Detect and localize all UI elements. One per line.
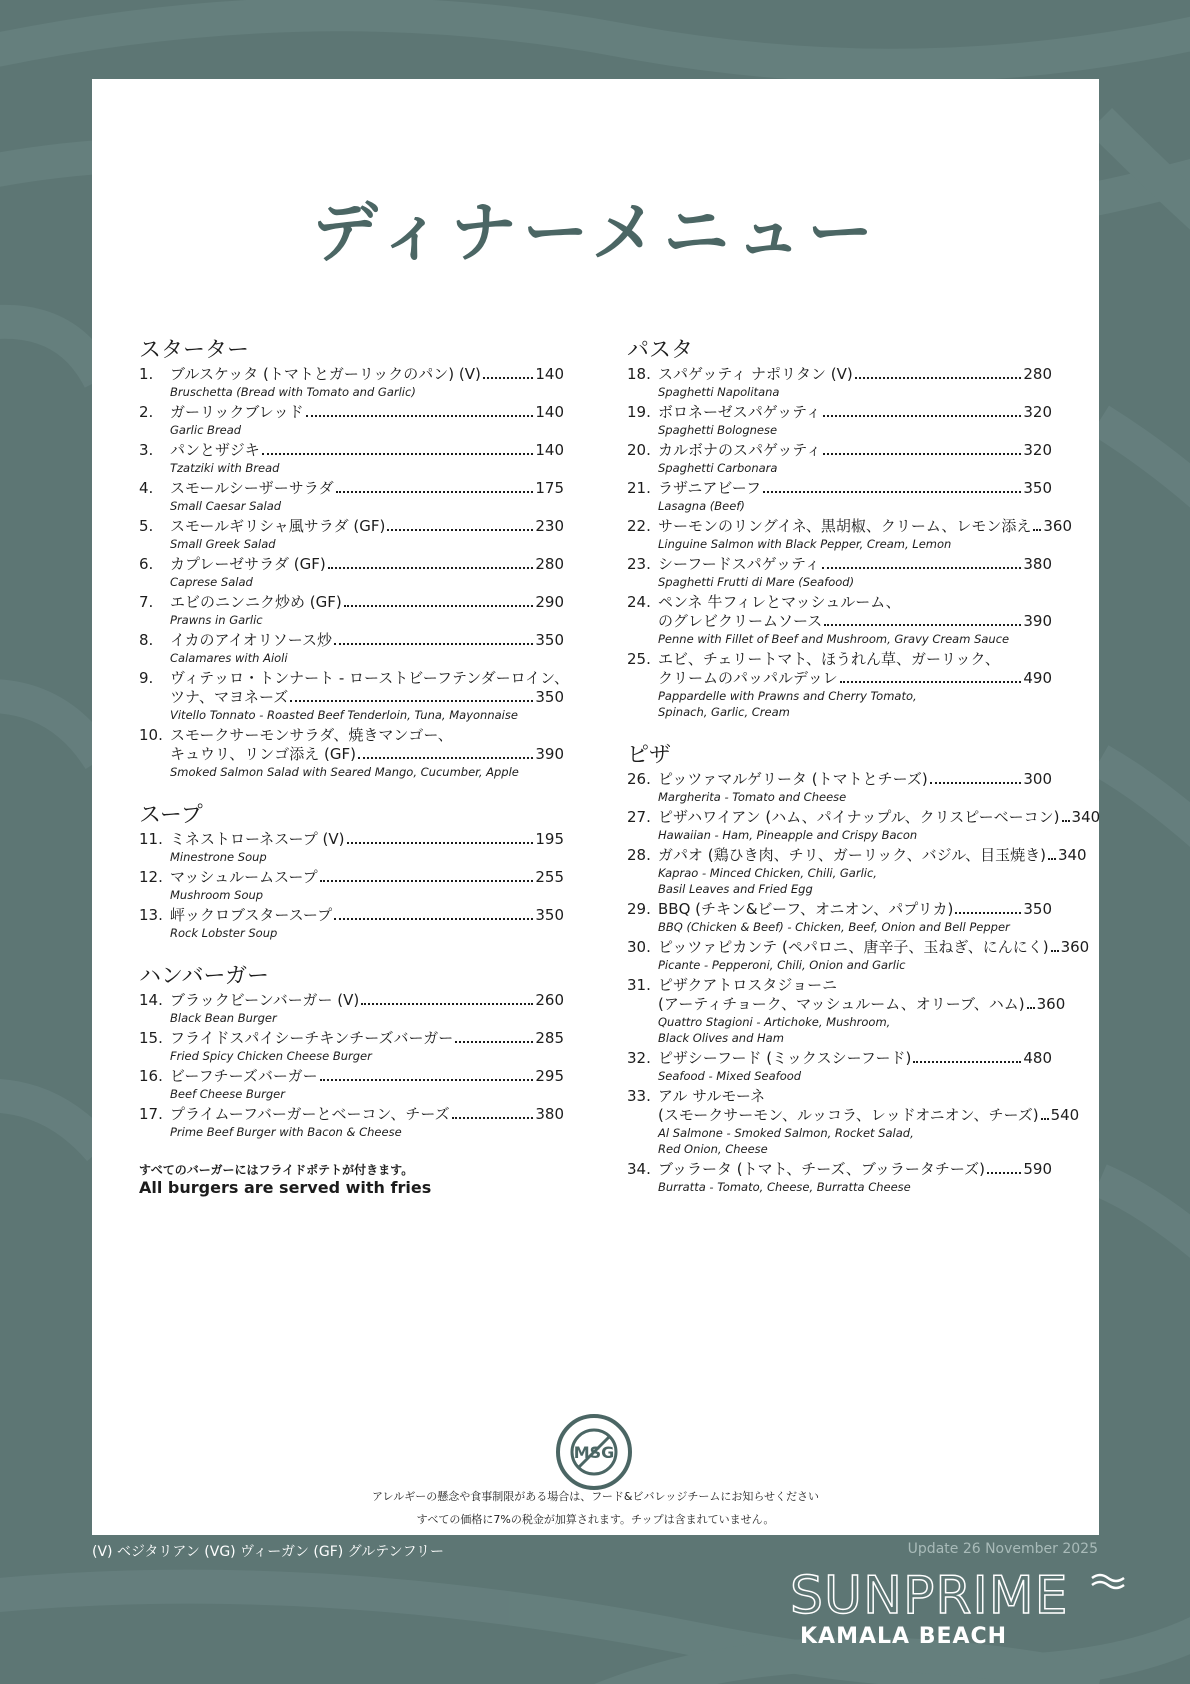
item-name-line [170, 830, 564, 849]
item-name-line [658, 1049, 1052, 1068]
menu-section [627, 742, 1101, 1195]
dot-leader [262, 453, 534, 455]
item-english-name: Mushroom Soup [170, 888, 264, 902]
item-english-name: Vitello Tonnato - Roasted Beef Tenderloin, Tuna, Mayonnaise [170, 708, 518, 722]
item-price: 255 [535, 868, 564, 886]
item-price: 230 [535, 517, 564, 535]
item-name: ガーリックブレッド [170, 403, 304, 421]
dot-leader [930, 782, 1022, 784]
item-name-line [658, 976, 1052, 995]
item-price: 480 [1023, 1049, 1052, 1067]
menu-item [139, 555, 564, 590]
dot-leader [334, 918, 533, 920]
item-english-name: Calamares with Aioli [170, 651, 288, 665]
item-price: 350 [1023, 479, 1052, 497]
right-column [627, 337, 1101, 1217]
menu-item [627, 403, 1052, 438]
menu-item [139, 631, 564, 666]
item-name-line [658, 365, 1052, 384]
item-number: 29. [627, 900, 651, 918]
item-number: 25. [627, 650, 651, 668]
dot-leader [763, 491, 1021, 493]
item-name-line [170, 1029, 564, 1048]
item-english-name: Spaghetti Bolognese [658, 423, 778, 437]
menu-item [139, 1067, 564, 1102]
item-name-line [170, 365, 564, 384]
item-price: 195 [535, 830, 564, 848]
item-name: ヴィテッロ・トンナート - ローストビーフテンダーロイン、 [170, 669, 569, 687]
menu-item [139, 906, 564, 941]
item-number: 20. [627, 441, 651, 459]
item-name-line [658, 1106, 1080, 1125]
dot-leader [452, 1117, 534, 1119]
dot-leader [822, 567, 1022, 569]
item-price: 140 [535, 403, 564, 421]
item-english-name: Seafood - Mixed Seafood [658, 1069, 802, 1083]
dot-leader [336, 491, 534, 493]
item-price: 350 [535, 906, 564, 924]
item-name-line [170, 906, 564, 925]
item-name: ビーフチーズバーガー [170, 1067, 318, 1085]
item-english-name: Small Greek Salad [170, 537, 276, 551]
item-name: カルボナのスパゲッティ [658, 441, 822, 459]
menu-sheet [92, 79, 1099, 1535]
item-name: ツナ、マヨネーズ [170, 688, 289, 706]
item-price: 340 [1071, 808, 1101, 826]
menu-item [627, 846, 1087, 897]
item-number: 16. [139, 1067, 163, 1085]
menu-item [627, 938, 1090, 973]
item-price: 590 [1023, 1160, 1052, 1178]
menu-item [139, 669, 569, 723]
item-english-name: Beef Cheese Burger [170, 1087, 285, 1101]
item-number: 8. [139, 631, 154, 649]
item-english-name: Smoked Salmon Salad with Seared Mango, Cucumber, Apple [170, 765, 519, 779]
menu-item [139, 403, 564, 438]
item-name-line [658, 938, 1090, 957]
menu-item [627, 900, 1052, 935]
item-english-name: Basil Leaves and Fried Egg [658, 882, 813, 896]
menu-item [627, 479, 1052, 514]
item-name-line [170, 745, 564, 764]
item-english-name: Quattro Stagioni - Artichoke, Mushroom, [658, 1015, 891, 1029]
item-english-name: Al Salmone - Smoked Salmon, Rocket Salad, [658, 1126, 914, 1140]
item-number: 11. [139, 830, 163, 848]
item-english-name: Margherita - Tomato and Cheese [658, 790, 847, 804]
item-number: 28. [627, 846, 651, 864]
item-english-name: Burratta - Tomato, Cheese, Burratta Cheese [658, 1180, 911, 1194]
item-name: キュウリ、リンゴ添え (GF) [170, 745, 356, 763]
item-english-name: Spaghetti Carbonara [658, 461, 778, 475]
item-name-line [658, 900, 1052, 919]
item-english-name: Tzatziki with Bread [170, 461, 280, 475]
item-price: 340 [1057, 846, 1087, 864]
item-name: スパゲッティ ナポリタン (V) [658, 365, 853, 383]
item-name-line [170, 868, 564, 887]
item-name: ボロネーゼスパゲッティ [658, 403, 821, 421]
dot-leader [823, 453, 1021, 455]
item-price: 280 [535, 555, 564, 573]
dot-leader [1048, 858, 1056, 860]
menu-item [627, 808, 1101, 843]
item-name: ピッツァマルゲリータ (トマトとチーズ) [658, 770, 928, 788]
menu-item [139, 479, 564, 514]
brand-location: KAMALA BEACH [800, 1624, 1008, 1649]
item-price: 285 [535, 1029, 564, 1047]
item-price: 350 [1023, 900, 1052, 918]
item-price: 175 [535, 479, 564, 497]
dot-leader [913, 1061, 1021, 1063]
menu-item [627, 1049, 1052, 1084]
item-number: 12. [139, 868, 163, 886]
menu-item [139, 517, 564, 552]
update-date: Update 26 November 2025 [907, 1541, 1098, 1557]
item-name-line [658, 669, 1052, 688]
dot-leader [455, 1041, 533, 1043]
no-msg-badge-icon [554, 1412, 634, 1492]
item-number: 31. [627, 976, 651, 994]
item-name-line [170, 669, 569, 688]
item-name-line [658, 1087, 1052, 1106]
item-english-name: Spaghetti Napolitana [658, 385, 780, 399]
dot-leader [1033, 529, 1041, 531]
item-price: 260 [535, 991, 564, 1009]
item-name: エビ、チェリートマト、ほうれん草、ガーリック、 [658, 650, 1000, 668]
item-name-line [170, 688, 564, 707]
dot-leader [483, 377, 534, 379]
brand-name: SUNPRIME [790, 1566, 1069, 1626]
dot-leader [824, 624, 1021, 626]
item-name-line [658, 555, 1052, 574]
section-heading: スープ [139, 803, 203, 828]
item-name: エビのニンニク炒め (GF) [170, 593, 342, 611]
item-price: 140 [535, 365, 564, 383]
item-name-line [170, 631, 564, 650]
item-english-name: Red Onion, Cheese [658, 1142, 768, 1156]
item-price: 380 [535, 1105, 564, 1123]
item-number: 13. [139, 906, 163, 924]
burger-note-jp: すべてのバーガーにはフライドポテトが付きます。 [139, 1163, 414, 1177]
menu-item [139, 830, 564, 865]
item-english-name: Pappardelle with Prawns and Cherry Tomato, [658, 689, 917, 703]
item-number: 27. [627, 808, 651, 826]
dot-leader [320, 1079, 534, 1081]
item-number: 9. [139, 669, 154, 687]
item-name-line [170, 479, 564, 498]
item-name-line [658, 593, 1052, 612]
left-column [139, 337, 569, 1198]
item-price: 390 [1023, 612, 1052, 630]
item-english-name: Minestrone Soup [170, 850, 267, 864]
item-name: スモークサーモンサラダ、焼きマンゴー、 [170, 726, 453, 744]
menu-item [139, 593, 564, 628]
item-english-name: Black Bean Burger [170, 1011, 277, 1025]
item-price: 290 [535, 593, 564, 611]
item-name-line [658, 1160, 1052, 1179]
item-number: 22. [627, 517, 651, 535]
item-number: 24. [627, 593, 651, 611]
item-name: スモールギリシャ風サラダ (GF) [170, 517, 386, 535]
item-price: 295 [535, 1067, 564, 1085]
item-english-name: Prawns in Garlic [170, 613, 263, 627]
dot-leader [328, 567, 534, 569]
menu-item [627, 976, 1066, 1046]
item-number: 3. [139, 441, 154, 459]
item-price: 390 [535, 745, 564, 763]
item-name: ガパオ (鶏ひき肉、チリ、ガーリック、バジル、目玉焼き) [658, 846, 1046, 864]
dot-leader [1062, 820, 1070, 822]
item-name-line [658, 403, 1052, 422]
menu-section [139, 963, 564, 1140]
item-price: 360 [1036, 995, 1066, 1013]
item-price: 320 [1023, 441, 1052, 459]
dot-leader [361, 1003, 533, 1005]
menu-item [139, 991, 564, 1026]
item-price: 300 [1023, 770, 1052, 788]
item-number: 15. [139, 1029, 163, 1047]
item-name-line [170, 555, 564, 574]
item-price: 360 [1043, 517, 1072, 535]
item-name: ブルスケッタ (トマトとガーリックのパン) (V) [170, 365, 481, 383]
brand-logo [790, 1568, 1130, 1658]
item-price: 140 [535, 441, 564, 459]
item-number: 5. [139, 517, 154, 535]
item-name-line [658, 846, 1087, 865]
item-number: 4. [139, 479, 154, 497]
item-name: (スモークサーモン、ルッコラ、レッドオニオン、チーズ) [658, 1106, 1039, 1124]
item-number: 23. [627, 555, 651, 573]
item-name-line [170, 991, 564, 1010]
menu-item [627, 555, 1052, 590]
item-name: サーモンのリングイネ、黒胡椒、クリーム、レモン添え [658, 517, 1032, 535]
item-name-line [170, 441, 564, 460]
menu-item [139, 1029, 564, 1064]
dot-leader [987, 1172, 1021, 1174]
item-number: 34. [627, 1160, 651, 1178]
item-name-line [658, 612, 1052, 631]
dietary-legend: (V) ベジタリアン (VG) ヴィーガン (GF) グルテンフリー [92, 1544, 445, 1560]
dot-leader [1051, 950, 1059, 952]
item-english-name: Linguine Salmon with Black Pepper, Cream, Lemon [658, 537, 952, 551]
item-number: 2. [139, 403, 154, 421]
item-name: イカのアイオリソース炒 [170, 631, 333, 649]
item-price: 360 [1060, 938, 1090, 956]
item-name-line [170, 1067, 564, 1086]
dot-leader [855, 377, 1022, 379]
item-name: ピザハワイアン (ハム、パイナップル、クリスピーベーコン) [658, 808, 1060, 826]
item-price: 380 [1023, 555, 1052, 573]
item-name: ピッツァピカンテ (ペパロニ、唐辛子、玉ねぎ、にんにく) [658, 938, 1049, 956]
item-number: 17. [139, 1105, 163, 1123]
menu-section [139, 802, 564, 941]
dot-leader [290, 700, 533, 702]
page-title: ディナーメニュー [311, 194, 880, 271]
item-name-line [658, 770, 1052, 789]
item-name: クリームのパッパルデッレ [658, 669, 838, 687]
menu-item [627, 517, 1072, 552]
item-price: 320 [1023, 403, 1052, 421]
menu-item [139, 1105, 564, 1140]
section-heading: ハンバーガー [139, 964, 270, 989]
menu-section [627, 337, 1072, 720]
item-english-name: Spaghetti Frutti di Mare (Seafood) [658, 575, 855, 589]
wave-mark-icon [1090, 1572, 1130, 1592]
item-name: (アーティチョーク、マッシュルーム、オリーブ、ハム) [658, 995, 1025, 1013]
item-number: 6. [139, 555, 154, 573]
item-number: 33. [627, 1087, 651, 1105]
item-name: ピザシーフード (ミックスシーフード) [658, 1049, 912, 1067]
section-heading: スターター [139, 338, 250, 363]
item-english-name: Picante - Pepperoni, Chili, Onion and Garlic [658, 958, 906, 972]
item-name: ラザニアビーフ [658, 479, 762, 497]
item-name: パンとザジキ [170, 441, 260, 459]
menu-item [627, 593, 1052, 647]
menu-item [627, 650, 1052, 720]
item-price: 280 [1023, 365, 1052, 383]
dot-leader [320, 880, 534, 882]
item-name: スモールシーザーサラダ [170, 479, 334, 497]
item-name: マッシュルームスープ [170, 868, 318, 886]
item-name: フライドスパイシーチキンチーズバーガー [170, 1029, 454, 1047]
dot-leader [344, 605, 534, 607]
item-english-name: Garlic Bread [170, 423, 242, 437]
dot-leader [955, 912, 1021, 914]
dot-leader [1041, 1118, 1049, 1120]
item-name-line [658, 995, 1066, 1014]
item-price: 350 [535, 631, 564, 649]
msg-badge-center: MSG [573, 1443, 615, 1462]
item-name-line [658, 479, 1052, 498]
item-number: 30. [627, 938, 651, 956]
item-english-name: Rock Lobster Soup [170, 926, 278, 940]
allergy-notice: アレルギーの懸念や食事制限がある場合は、フード&ビバレッジチームにお知らせください [371, 1490, 820, 1503]
item-name: ミネストローネスープ (V) [170, 830, 345, 848]
dot-leader [840, 681, 1022, 683]
item-name-line [658, 517, 1072, 536]
item-english-name: Penne with Fillet of Beef and Mushroom, Gravy Cream Sauce [658, 632, 1010, 646]
dot-leader [347, 842, 534, 844]
item-number: 18. [627, 365, 651, 383]
dot-leader [387, 529, 533, 531]
item-name: アル サルモーネ [658, 1087, 766, 1105]
item-english-name: Lasagna (Beef) [658, 499, 745, 513]
item-english-name: Hawaiian - Ham, Pineapple and Crispy Bacon [658, 828, 918, 842]
menu-item [139, 365, 564, 400]
item-price: 540 [1050, 1106, 1080, 1124]
menu-item [627, 1087, 1080, 1157]
menu-section [139, 337, 569, 780]
item-name-line [170, 1105, 564, 1124]
item-name: シーフードスパゲッティ [658, 555, 820, 573]
menu-item [139, 441, 564, 476]
item-name: ピザクアトロスタジョーニ [658, 976, 838, 994]
item-name-line [658, 441, 1052, 460]
item-name: カプレーゼサラダ (GF) [170, 555, 326, 573]
dot-leader [306, 415, 534, 417]
item-name: ブッラータ (トマト、チーズ、ブッラータチーズ) [658, 1160, 985, 1178]
item-english-name: Black Olives and Ham [658, 1031, 784, 1045]
menu-item [627, 1160, 1052, 1195]
item-english-name: Caprese Salad [170, 575, 253, 589]
dot-leader [334, 643, 533, 645]
item-number: 19. [627, 403, 651, 421]
item-number: 10. [139, 726, 163, 744]
dot-leader [1027, 1007, 1035, 1009]
item-name: ブラックビーンバーガー (V) [170, 991, 360, 1009]
menu-item [627, 441, 1052, 476]
item-english-name: Prime Beef Burger with Bacon & Cheese [170, 1125, 402, 1139]
item-english-name: Fried Spicy Chicken Cheese Burger [170, 1049, 372, 1063]
item-number: 26. [627, 770, 651, 788]
item-number: 1. [139, 365, 154, 383]
item-name-line [658, 808, 1101, 827]
menu-item [139, 868, 564, 903]
item-english-name: Kaprao - Minced Chicken, Chili, Garlic, [658, 866, 877, 880]
item-number: 32. [627, 1049, 651, 1067]
item-name-line [170, 593, 564, 612]
item-english-name: Bruschetta (Bread with Tomato and Garlic) [170, 385, 416, 399]
dot-leader [823, 415, 1021, 417]
item-name: BBQ (チキン&ビーフ、オニオン、パプリカ) [658, 900, 954, 918]
item-number: 14. [139, 991, 163, 1009]
menu-item [627, 770, 1052, 805]
item-price: 350 [535, 688, 564, 706]
item-name: ペンネ 牛フィレとマッシュルーム、 [658, 593, 901, 611]
item-number: 7. [139, 593, 154, 611]
menu-item [139, 726, 564, 780]
tax-notice: すべての価格に7%の税金が加算されます。チップは含まれていません。 [416, 1513, 775, 1526]
item-number: 21. [627, 479, 651, 497]
item-name-line [170, 517, 564, 536]
item-name: 岼ックロブスタースープ [170, 906, 333, 924]
item-name: のグレビクリームソース [658, 612, 823, 630]
item-name-line [170, 726, 564, 745]
item-name-line [170, 403, 564, 422]
item-name-line [658, 650, 1052, 669]
menu-item [627, 365, 1052, 400]
item-english-name: Spinach, Garlic, Cream [658, 705, 790, 719]
dot-leader [358, 757, 533, 759]
item-english-name: Small Caesar Salad [170, 499, 282, 513]
section-heading: ピザ [627, 743, 672, 768]
item-name: プライムーフバーガーとベーコン、チーズ [170, 1105, 450, 1123]
item-english-name: BBQ (Chicken & Beef) - Chicken, Beef, Onion and Bell Pepper [658, 920, 1010, 934]
burger-note-en: All burgers are served with fries [139, 1178, 432, 1197]
section-heading: パスタ [627, 338, 694, 363]
item-price: 490 [1023, 669, 1052, 687]
